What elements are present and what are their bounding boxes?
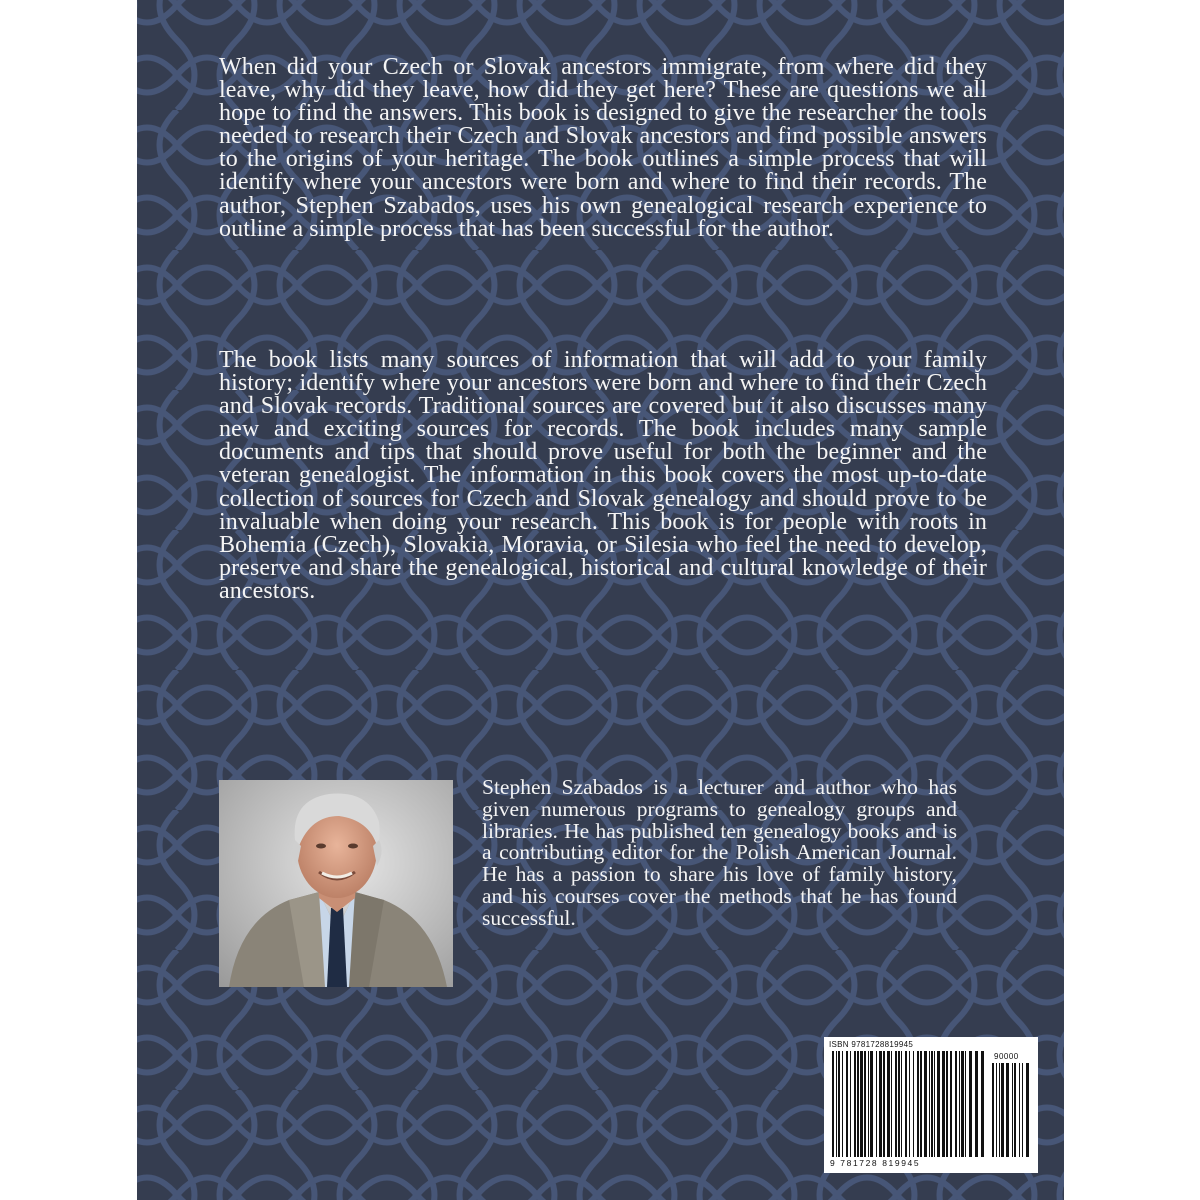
barcode-bar — [996, 1063, 997, 1157]
author-portrait-icon — [219, 780, 453, 987]
barcode-bar — [879, 1051, 882, 1157]
barcode-bar — [1022, 1063, 1023, 1157]
barcode-bar — [1014, 1063, 1016, 1157]
barcode-bar — [950, 1051, 952, 1157]
isbn-barcode — [824, 1037, 1038, 1173]
barcode-bar — [1026, 1063, 1029, 1157]
barcode-bar — [850, 1051, 851, 1157]
barcode-bar — [895, 1051, 897, 1157]
barcode-bar — [909, 1051, 910, 1157]
barcode-digits: 9 781728 819945 — [830, 1158, 921, 1168]
description-paragraph-1: When did your Czech or Slovak ancestors immigrate, from where did they leave, why did they leave, how did they get here? These are questions we all hope to find the answers. This book is designed to give the researcher the tools needed to research their Czech and Slovak ancestors and find possible answers to the origins of your heritage. The book outlines a simple process that will identify where your ancestors were born and where to find their records. The author, Stephen Szabados, uses his own genealogical research experience to outline a simple process that has been successful for the author. — [219, 54, 987, 242]
barcode-bar — [920, 1051, 922, 1157]
barcode-bar — [868, 1051, 869, 1157]
barcode-bar — [838, 1051, 840, 1157]
barcode-bar — [898, 1051, 900, 1157]
author-bio: Stephen Szabados is a lecturer and author who has given numerous programs to genealogy groups and libraries. He has published ten genealogy books and is a contributing editor for the Polish American Journal. He has a passion to share his love of family history, and his courses cover the methods that he has found successful. — [482, 775, 957, 930]
barcode-bar — [931, 1051, 933, 1157]
barcode-bar — [975, 1051, 978, 1157]
description-paragraph-2: The book lists many sources of information that will add to your family history; identify where your ancestors were born and where to find their Czech and Slovak records. Traditional sources are covered but it also discusses many new and exciting sources for records. The book includes many sample documents and tips that should prove useful for both the beginner and the veteran genealogist. The information in this book covers the most up-to-date collection of sources for Czech and Slovak genealogy and should prove to be invaluable when doing your research. This book is for people with roots in Bohemia (Czech), Slovakia, Moravia, or Silesia who feel the need to develop, preserve and share the genealogical, historical and cultural knowledge of their ancestors. — [219, 347, 987, 604]
barcode-bar — [942, 1051, 945, 1157]
barcode-bar — [832, 1051, 834, 1157]
barcode-bar — [901, 1051, 902, 1157]
barcode-bar — [836, 1051, 837, 1157]
back-cover — [137, 0, 1064, 1200]
barcode-bar — [959, 1051, 960, 1157]
barcode-bar — [846, 1051, 848, 1157]
barcode-bar — [887, 1051, 890, 1157]
barcode-bar — [981, 1051, 984, 1157]
barcode-bar — [969, 1051, 972, 1157]
barcode-bar — [999, 1063, 1000, 1157]
barcode-bar — [934, 1051, 935, 1157]
barcode-bar — [992, 1063, 994, 1157]
barcode-bar — [961, 1051, 964, 1157]
barcode-bar — [955, 1051, 957, 1157]
barcode-bar — [913, 1051, 914, 1157]
barcode-bar — [937, 1051, 940, 1157]
barcode-bar — [946, 1051, 948, 1157]
barcode-bars-icon — [824, 1037, 1038, 1173]
barcode-bar — [924, 1051, 927, 1157]
barcode-bar — [842, 1051, 843, 1157]
barcode-bar — [864, 1051, 866, 1157]
barcode-bar — [1001, 1063, 1004, 1157]
barcode-bar — [883, 1051, 885, 1157]
barcode-bar — [876, 1051, 877, 1157]
barcode-bar — [917, 1051, 919, 1157]
barcode-bar — [1006, 1063, 1009, 1157]
barcode-bar — [1019, 1063, 1020, 1157]
barcode-bar — [965, 1051, 966, 1157]
barcode-bar — [905, 1051, 907, 1157]
barcode-bar — [854, 1051, 856, 1157]
barcode-bar — [929, 1051, 930, 1157]
price-code: 90000 — [994, 1052, 1019, 1061]
barcode-bar — [870, 1051, 873, 1157]
barcode-bar — [860, 1051, 863, 1157]
isbn-label: ISBN 9781728819945 — [829, 1040, 914, 1049]
barcode-bar — [1012, 1063, 1013, 1157]
barcode-bar — [891, 1051, 892, 1157]
barcode-bar — [857, 1051, 859, 1157]
